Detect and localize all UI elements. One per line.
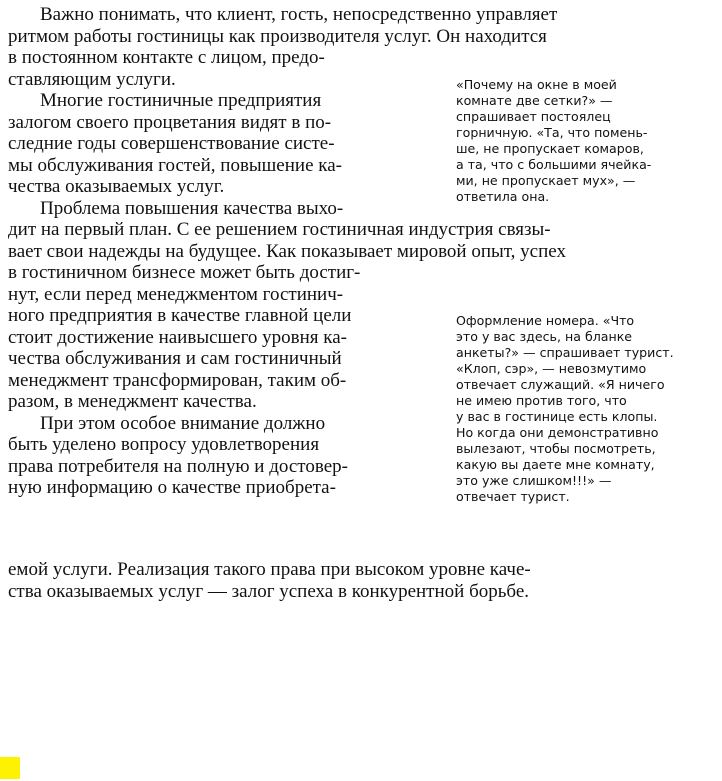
text-line: залогом своего процветания видят в по- bbox=[8, 111, 332, 133]
yellow-marker bbox=[0, 757, 20, 779]
sidebar-line: не имею против того, что bbox=[456, 393, 627, 408]
text-line: дит на первый план. С ее решением гостиничная индустрия связы- bbox=[8, 219, 551, 240]
text-line: ную информацию о качестве приобрета- bbox=[8, 477, 336, 498]
text-line: в постоянном контакте с лицом, предо- bbox=[8, 47, 325, 68]
text-line: мы обслуживания гостей, повышение ка- bbox=[8, 154, 342, 176]
sidebar-line: спрашивает постоялец bbox=[456, 109, 611, 124]
sidebar-anecdote-1 bbox=[456, 77, 651, 205]
text-line: в гостиничном бизнесе может быть достиг- bbox=[8, 262, 361, 283]
sidebar-line: анкеты?» — спрашивает турист. bbox=[456, 345, 674, 360]
sidebar-line: это у вас здесь, на бланке bbox=[456, 329, 633, 344]
sidebar-line: Оформление номера. «Что bbox=[456, 313, 635, 328]
sidebar-line: это уже слишком!!!» — bbox=[456, 473, 612, 488]
paragraph-mid bbox=[8, 219, 566, 262]
sidebar-line: ответила она. bbox=[456, 189, 550, 204]
sidebar-line: горничную. «Та, что помень- bbox=[456, 125, 648, 140]
sidebar-line: комнате две сетки?» — bbox=[456, 93, 613, 108]
text-line: нут, если перед менеджментом гостинич- bbox=[8, 283, 344, 305]
sidebar-line: а та, что с большими ячейка- bbox=[456, 157, 652, 172]
text-line: следние годы совершенствование систе- bbox=[8, 133, 335, 154]
sidebar-line: ми, не пропускает мух», — bbox=[456, 173, 636, 188]
text-line: чества обслуживания и сам гостиничный bbox=[8, 348, 342, 369]
text-line: быть уделено вопросу удовлетворения bbox=[8, 434, 320, 455]
sidebar-line: отвечает турист. bbox=[456, 489, 570, 504]
text-line: ритмом работы гостиницы как производителя услуг. Он находится bbox=[8, 25, 547, 47]
sidebar-anecdote-2 bbox=[456, 313, 674, 505]
text-line: права потребителя на полную и достовер- bbox=[8, 455, 348, 477]
sidebar-line: какую вы даете мне комнату, bbox=[456, 457, 655, 472]
text-line: ства оказываемых услуг — залог успеха в конкурентной борьбе. bbox=[8, 580, 530, 602]
text-line: При этом особое внимание должно bbox=[40, 412, 326, 434]
paragraph-left-1 bbox=[8, 47, 343, 219]
text-line: ставляющим услуги. bbox=[8, 68, 176, 90]
text-line: стоит достижение наивысшего уровня ка- bbox=[8, 326, 347, 348]
sidebar-line: Но когда они демонстративно bbox=[456, 425, 659, 440]
sidebar-line: «Клоп, сэр», — невозмутимо bbox=[456, 361, 647, 376]
paragraph-top bbox=[8, 4, 557, 47]
text-line: Многие гостиничные предприятия bbox=[40, 90, 322, 111]
text-line: разом, в менеджмент качества. bbox=[8, 391, 257, 412]
text-line: Проблема повышения качества выхо- bbox=[40, 197, 344, 219]
sidebar-line: вылезают, чтобы посмотреть, bbox=[456, 441, 656, 456]
sidebar-line: у вас в гостинице есть клопы. bbox=[456, 409, 658, 424]
paragraph-bottom bbox=[8, 559, 531, 602]
sidebar-line: отвечает служащий. «Я ничего bbox=[456, 377, 665, 392]
text-line: емой услуги. Реализация такого права при высоком уровне каче- bbox=[8, 559, 531, 580]
text-line: чества оказываемых услуг. bbox=[8, 176, 225, 197]
paragraph-left-2 bbox=[8, 262, 360, 499]
text-line: ного предприятия в качестве главной цели bbox=[8, 305, 352, 326]
sidebar-line: ше, не пропускает комаров, bbox=[456, 141, 644, 156]
sidebar-line: «Почему на окне в моей bbox=[456, 77, 617, 92]
text-line: вает свои надежды на будущее. Как показывает мировой опыт, успех bbox=[8, 240, 566, 262]
text-line: Важно понимать, что клиент, гость, непосредственно управляет bbox=[40, 4, 558, 25]
text-line: менеджмент трансформирован, таким об- bbox=[8, 369, 347, 391]
